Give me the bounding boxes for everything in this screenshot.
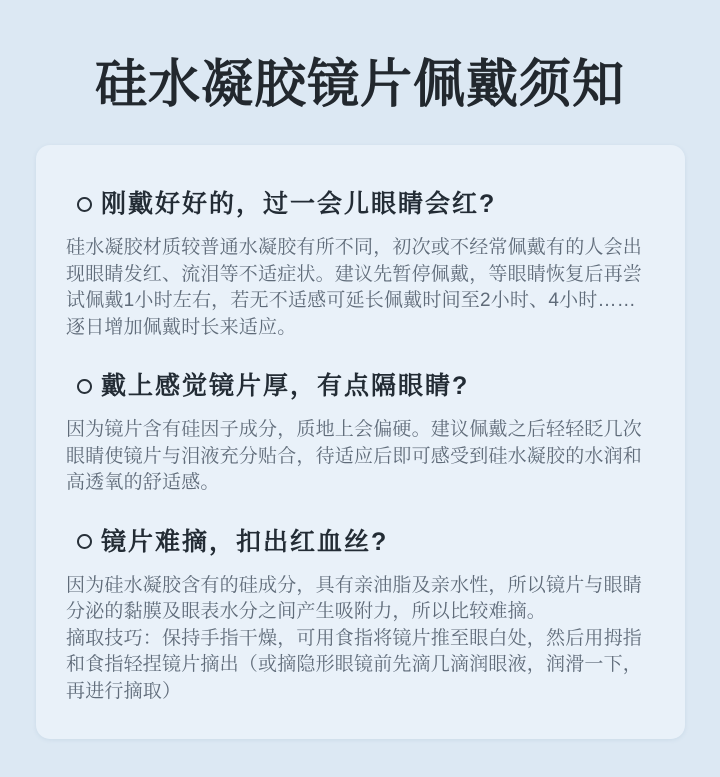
section-heading-text: 镜片难摘，扣出红血丝?	[101, 527, 389, 556]
section-body	[66, 235, 649, 341]
section-lens-feels-thick	[66, 371, 649, 497]
section-heading	[77, 371, 649, 401]
section-paragraph: 因为硅水凝胶含有的硅成分，具有亲油脂及亲水性，所以镜片与眼睛分泌的黏膜及眼表水分之间产生吸附力，所以比较难摘。	[66, 574, 643, 622]
section-paragraph: 硅水凝胶材质较普通水凝胶有所不同，初次或不经常佩戴有的人会出现眼睛发红、流泪等不适症状。建议先暂停佩戴，等眼睛恢复后再尝试佩戴1小时左右，若无不适感可延长佩戴时间至2小时、4小时……逐日增加佩戴时长来适应。	[66, 237, 643, 338]
section-heading	[77, 527, 649, 557]
page-title: 硅水凝胶镜片佩戴须知	[94, 56, 625, 114]
circle-bullet-icon	[77, 534, 92, 549]
section-paragraph: 因为镜片含有硅因子成分，质地上会偏硬。建议佩戴之后轻轻眨几次眼睛使镜片与泪液充分贴合，待适应后即可感受到硅水凝胶的水润和高透氧的舒适感。	[66, 419, 643, 493]
circle-bullet-icon	[77, 197, 92, 212]
circle-bullet-icon	[77, 379, 92, 394]
section-eyes-turn-red	[66, 189, 649, 341]
section-heading-text: 刚戴好好的，过一会儿眼睛会红?	[101, 190, 497, 218]
section-heading-text: 戴上感觉镜片厚，有点隔眼睛?	[101, 372, 470, 400]
section-body	[66, 573, 649, 706]
section-heading	[77, 189, 649, 219]
section-lens-hard-to-remove	[66, 527, 649, 706]
section-body	[66, 417, 649, 497]
section-paragraph: 摘取技巧：保持手指干燥，可用食指将镜片推至眼白处，然后用拇指和食指轻捏镜片摘出（或摘隐形眼镜前先滴几滴润眼液，润滑一下，再进行摘取）	[66, 627, 643, 702]
info-card	[36, 145, 685, 739]
